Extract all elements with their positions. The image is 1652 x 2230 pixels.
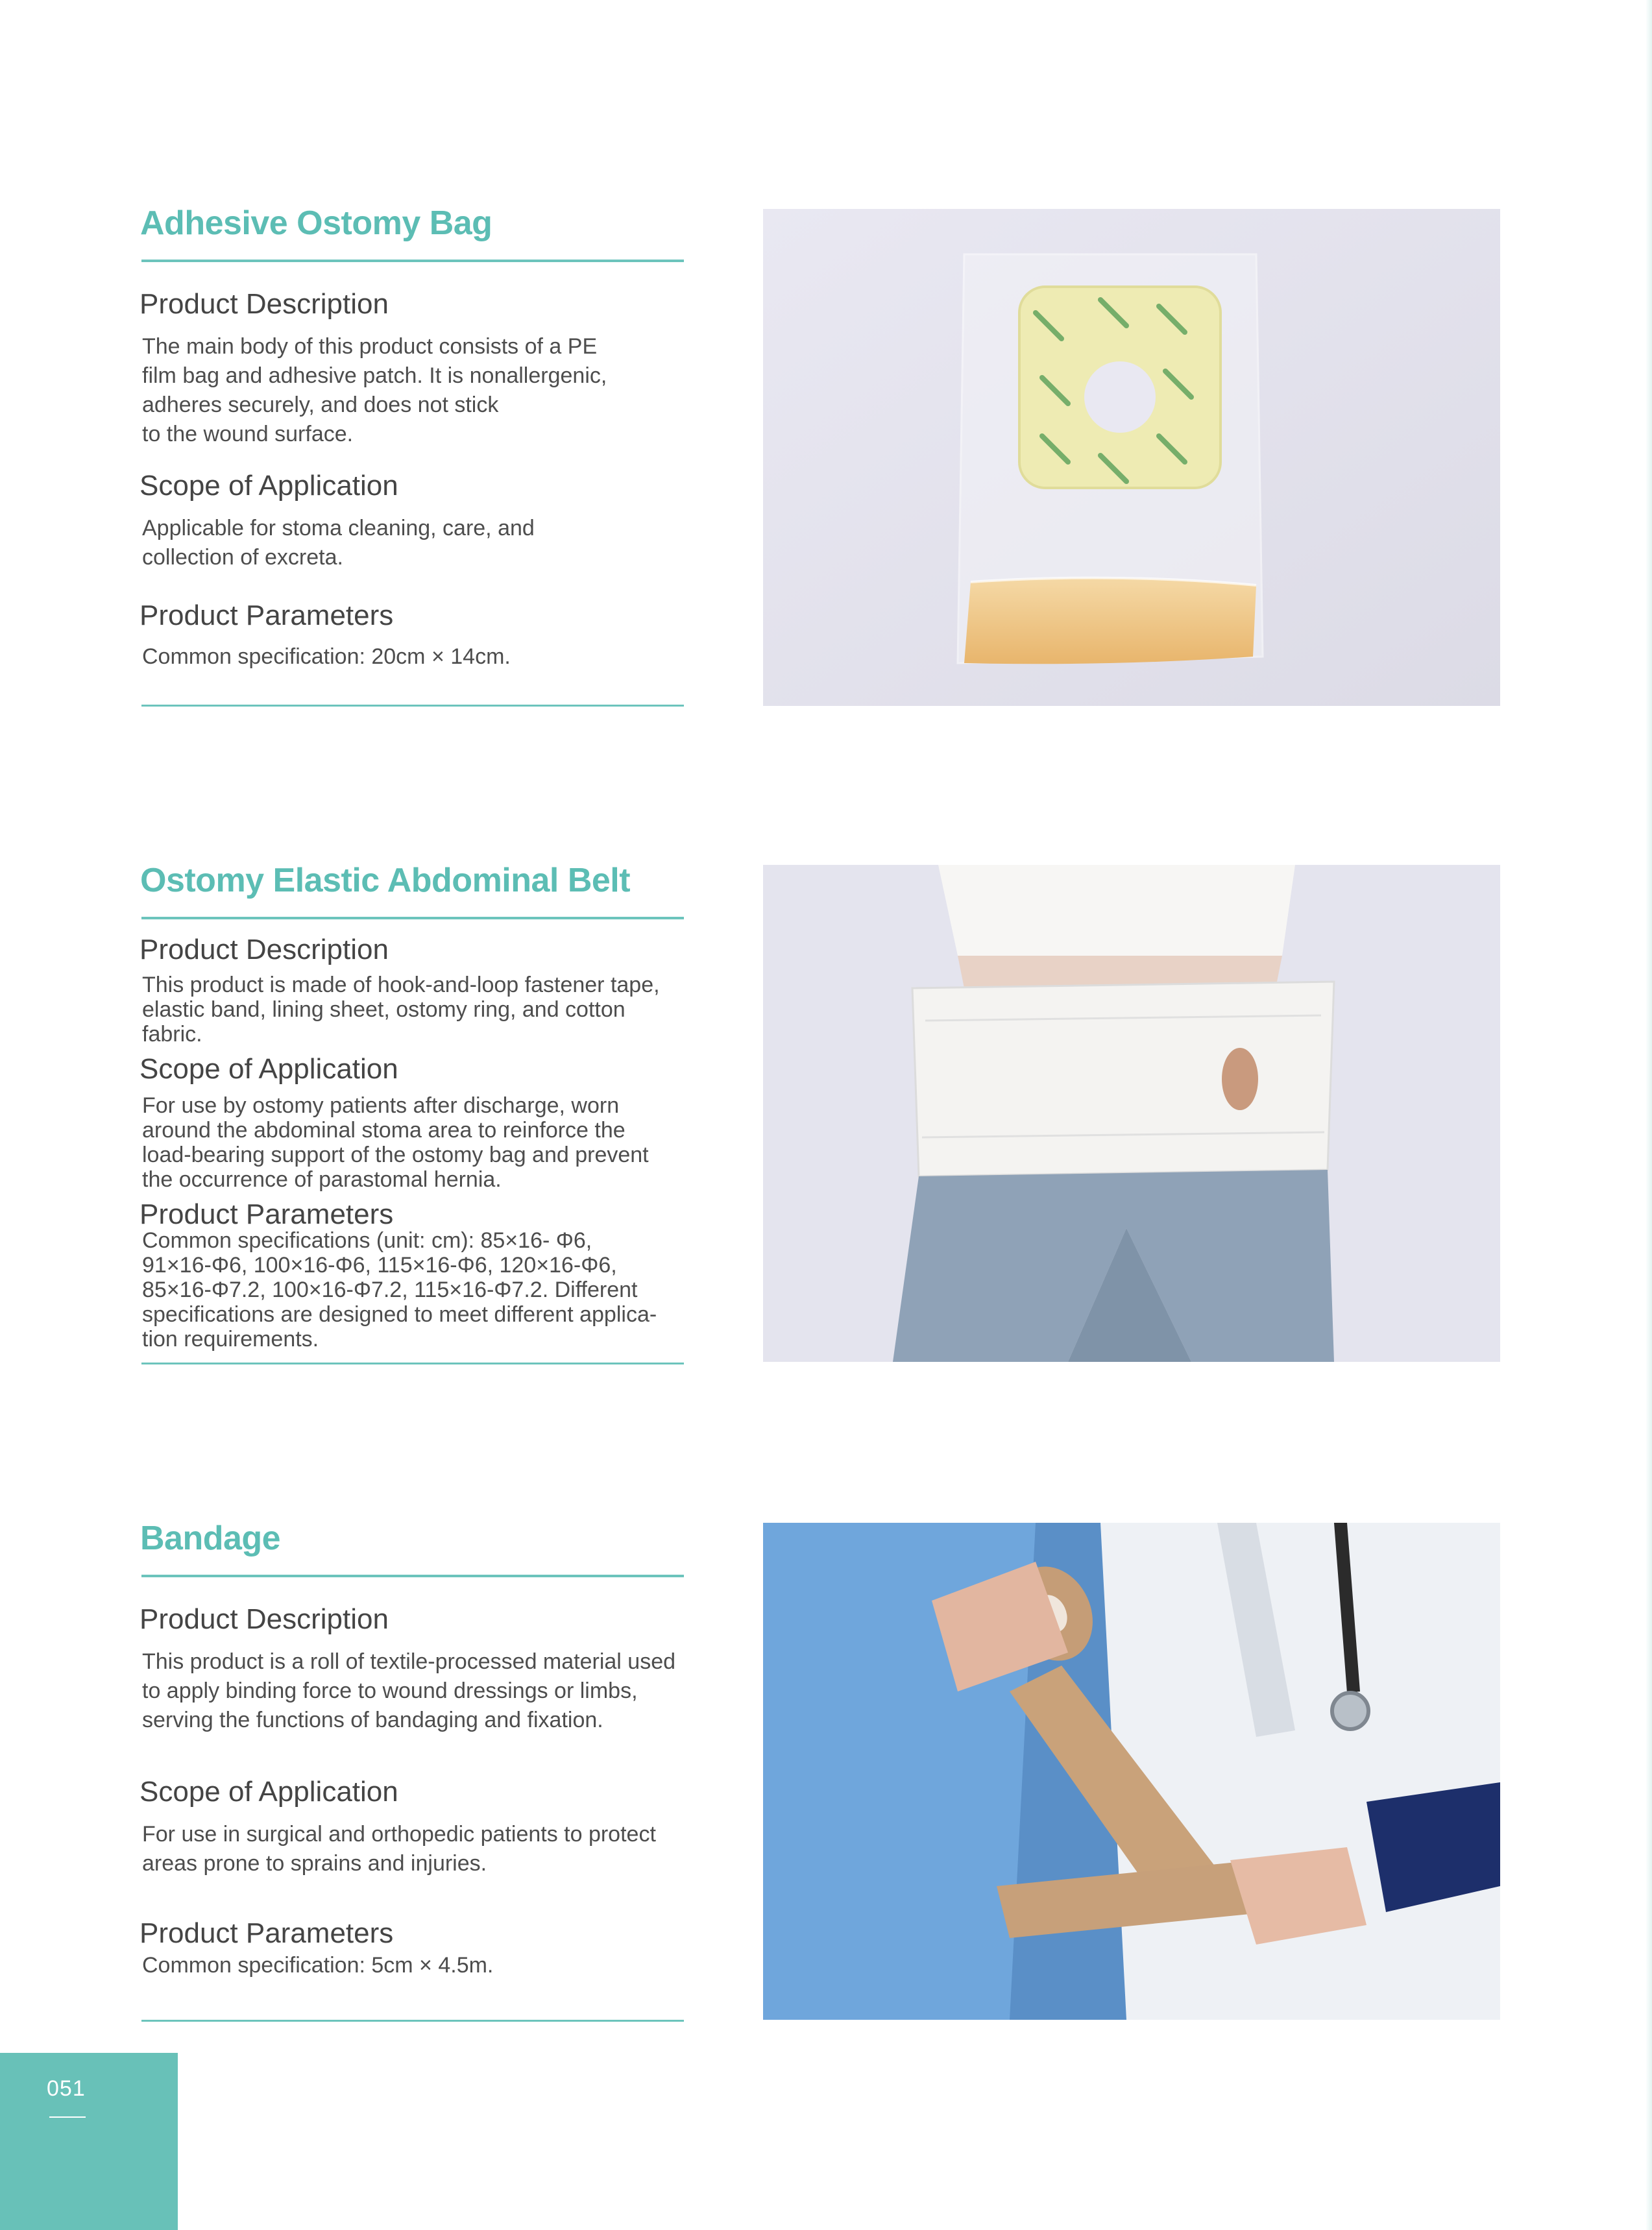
- scope-text: For use by ostomy patients after discharge, worn around the abdominal stoma area to reinforce the load-bearing support of the ostomy bag and prevent the occurrence of parastomal hernia.: [142, 1093, 649, 1192]
- page-number: 051: [47, 2076, 86, 2101]
- parameters-text: Common specification: 20cm × 14cm.: [142, 644, 511, 669]
- product-title: Bandage: [140, 1520, 281, 1557]
- product-ostomy-elastic-abdominal-belt: [0, 657, 1652, 1351]
- parameters-text: Common specification: 5cm × 4.5m.: [142, 1953, 494, 1978]
- scope-heading: Scope of Application: [140, 1776, 398, 1808]
- parameters-heading: Product Parameters: [140, 1198, 394, 1230]
- scope-heading: Scope of Application: [140, 470, 398, 502]
- description-heading: Product Description: [140, 288, 389, 320]
- description-heading: Product Description: [140, 934, 389, 965]
- page-number-underline: [49, 2116, 86, 2118]
- title-rule: [141, 260, 684, 262]
- product-adhesive-ostomy-bag: [0, 0, 1652, 669]
- description-text: The main body of this product consists of a PE film bag and adhesive patch. It is nonallergenic, adheres securely, and does not stick to the wound surface.: [142, 334, 607, 446]
- description-heading: Product Description: [140, 1603, 389, 1635]
- scope-text: Applicable for stoma cleaning, care, and collection of excreta.: [142, 516, 535, 570]
- bandage-illustration: [763, 1523, 1500, 2020]
- title-rule: [141, 1575, 684, 1577]
- scope-heading: Scope of Application: [140, 1053, 398, 1085]
- description-text: This product is made of hook-and-loop fastener tape, elastic band, lining sheet, ostomy ring, and cotton fabric.: [142, 973, 660, 1047]
- description-text: This product is a roll of textile-processed material used to apply binding force to wound dressings or limbs, serving the functions of bandaging and fixation.: [142, 1649, 676, 1732]
- scope-text: For use in surgical and orthopedic patients to protect areas prone to sprains and injuries.: [142, 1822, 656, 1876]
- abdominal-belt-illustration: [763, 865, 1500, 1362]
- section-end-rule: [141, 2020, 684, 2022]
- page-number-tab: [0, 2053, 178, 2230]
- parameters-text: Common specifications (unit: cm): 85×16- Φ6, 91×16-Φ6, 100×16-Φ6, 115×16-Φ6, 120×16-Φ6, 85×16-Φ7.2, 100×16-Φ7.2, 115×16-Φ7.2. Different specifications are designed to meet different applica- tion requirements.: [142, 1228, 657, 1351]
- ostomy-bag-photo: [763, 209, 1500, 706]
- bandage-photo: [763, 1523, 1500, 2020]
- product-bandage: [0, 1315, 1652, 1978]
- ostomy-bag-illustration: [763, 209, 1500, 706]
- parameters-heading: Product Parameters: [140, 1917, 394, 1949]
- abdominal-belt-photo: [763, 865, 1500, 1362]
- product-title: Ostomy Elastic Abdominal Belt: [140, 862, 631, 899]
- parameters-heading: Product Parameters: [140, 600, 394, 631]
- product-title: Adhesive Ostomy Bag: [140, 204, 492, 242]
- title-rule: [141, 917, 684, 919]
